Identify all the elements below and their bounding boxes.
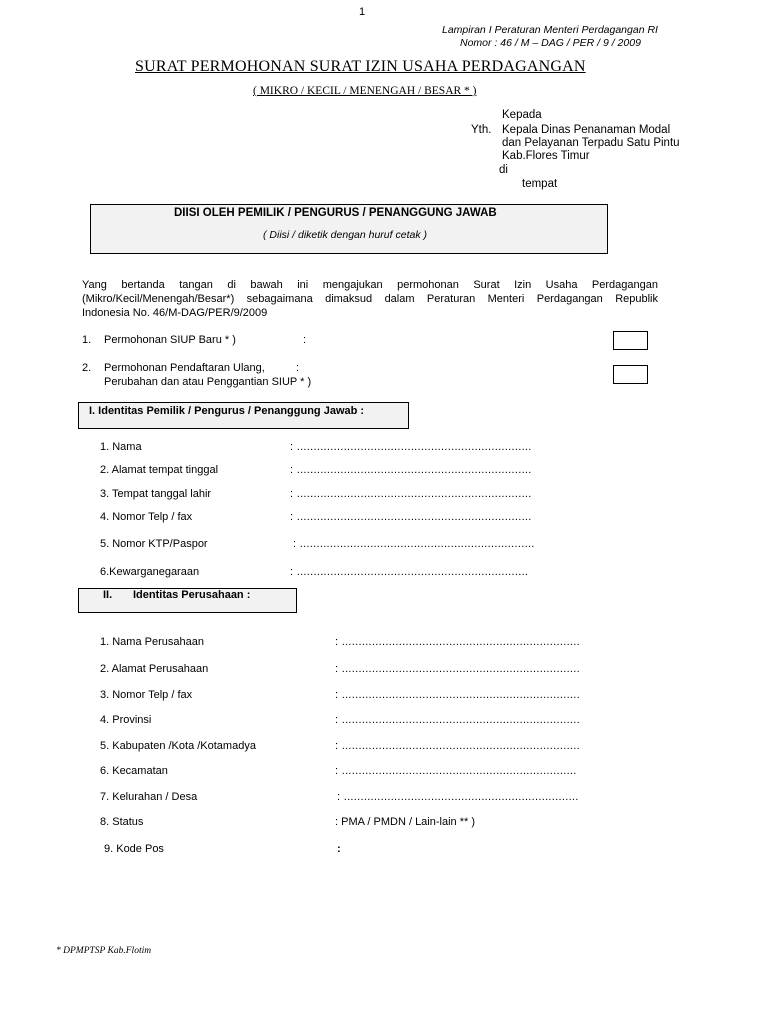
company-name-field[interactable]: : ....................................................................... bbox=[335, 636, 580, 648]
addressee-di: di bbox=[499, 164, 508, 176]
intro-line-3: Indonesia No. 46/M-DAG/PER/9/2009 bbox=[82, 307, 268, 319]
request-1-number: 1. bbox=[82, 334, 92, 346]
company-address-label: 2. Alamat Perusahaan bbox=[100, 663, 209, 675]
addressee-line-2: dan Pelayanan Terpadu Satu Pintu bbox=[502, 137, 680, 149]
intro-line-2: (Mikro/Kecil/Menengah/Besar*) sebagaimana dimaksud dalam Peraturan Menteri Perdagangan Republik bbox=[82, 293, 658, 305]
page-number: 1 bbox=[359, 6, 366, 18]
owner-birth-label: 3. Tempat tanggal lahir bbox=[100, 488, 212, 500]
request-2-colon: : bbox=[296, 362, 300, 374]
request-1-label: Permohonan SIUP Baru * ) bbox=[104, 334, 236, 346]
company-regency-field[interactable]: : ....................................................................... bbox=[335, 740, 580, 752]
addressee-tempat: tempat bbox=[522, 178, 558, 190]
request-2-checkbox[interactable] bbox=[613, 365, 648, 384]
owner-name-label: 1. Nama bbox=[100, 441, 142, 453]
addressee-line-3: Kab.Flores Timur bbox=[502, 150, 590, 162]
section-1-title: I. Identitas Pemilik / Pengurus / Penanggung Jawab : bbox=[89, 405, 365, 417]
company-name-label: 1. Nama Perusahaan bbox=[100, 636, 204, 648]
request-1-colon: : bbox=[303, 334, 307, 346]
company-postal-label: 9. Kode Pos bbox=[104, 843, 164, 855]
company-province-field[interactable]: : ....................................................................... bbox=[335, 714, 580, 726]
company-village-field[interactable]: : ...................................................................... bbox=[337, 791, 579, 803]
section-2-number: II. bbox=[103, 589, 113, 601]
owner-name-field[interactable]: : ...................................................................... bbox=[290, 441, 532, 453]
company-address-field[interactable]: : ....................................................................... bbox=[335, 663, 580, 675]
addressee-yth: Yth. bbox=[471, 124, 492, 136]
company-phone-label: 3. Nomor Telp / fax bbox=[100, 689, 193, 701]
header-line-2: Nomor : 46 / M – DAG / PER / 9 / 2009 bbox=[460, 37, 641, 49]
document-subtitle: ( MIKRO / KECIL / MENENGAH / BESAR * ) bbox=[253, 85, 477, 97]
owner-birth-field[interactable]: : ...................................................................... bbox=[290, 488, 532, 500]
request-2-label-2: Perubahan dan atau Penggantian SIUP * ) bbox=[104, 376, 312, 388]
owner-address-field[interactable]: : ...................................................................... bbox=[290, 464, 532, 476]
intro-line-1: Yang bertanda tangan di bawah ini mengajukan permohonan Surat Izin Usaha Perdagangan bbox=[82, 279, 658, 291]
owner-nationality-field[interactable]: : ..................................................................... bbox=[290, 566, 529, 578]
notice-box bbox=[90, 204, 608, 254]
section-2-title: Identitas Perusahaan : bbox=[133, 589, 251, 601]
owner-phone-field[interactable]: : ...................................................................... bbox=[290, 511, 532, 523]
request-2-label: Permohonan Pendaftaran Ulang, bbox=[104, 362, 265, 374]
addressee-line-1: Kepala Dinas Penanaman Modal bbox=[502, 124, 671, 136]
company-village-label: 7. Kelurahan / Desa bbox=[100, 791, 198, 803]
owner-nationality-label: 6.Kewarganegaraan bbox=[100, 566, 200, 578]
section-2-header bbox=[78, 588, 297, 613]
company-district-field[interactable]: : ...................................................................... bbox=[335, 765, 577, 777]
company-province-label: 4. Provinsi bbox=[100, 714, 152, 726]
footer-note: * DPMPTSP Kab.Flotim bbox=[56, 946, 152, 956]
notice-title: DIISI OLEH PEMILIK / PENGURUS / PENANGGUNG JAWAB bbox=[174, 207, 497, 219]
owner-ktp-label: 5. Nomor KTP/Paspor bbox=[100, 538, 208, 550]
header-line-1: Lampiran I Peraturan Menteri Perdagangan RI bbox=[442, 24, 658, 36]
request-2-number: 2. bbox=[82, 362, 92, 374]
company-status-label: 8. Status bbox=[100, 816, 144, 828]
addressee-kepada: Kepada bbox=[502, 109, 542, 121]
company-phone-field[interactable]: : ....................................................................... bbox=[335, 689, 580, 701]
section-1-header bbox=[78, 402, 409, 429]
document-title: SURAT PERMOHONAN SURAT IZIN USAHA PERDAGANGAN bbox=[135, 58, 586, 75]
owner-address-label: 2. Alamat tempat tinggal bbox=[100, 464, 219, 476]
notice-note: ( Diisi / diketik dengan huruf cetak ) bbox=[263, 229, 427, 241]
company-status-field[interactable]: : PMA / PMDN / Lain-lain ** ) bbox=[335, 816, 475, 828]
company-postal-field[interactable]: : bbox=[337, 843, 341, 855]
request-1-checkbox[interactable] bbox=[613, 331, 648, 350]
owner-ktp-field[interactable]: : ...................................................................... bbox=[293, 538, 535, 550]
company-district-label: 6. Kecamatan bbox=[100, 765, 168, 777]
owner-phone-label: 4. Nomor Telp / fax bbox=[100, 511, 193, 523]
company-regency-label: 5. Kabupaten /Kota /Kotamadya bbox=[100, 740, 256, 752]
